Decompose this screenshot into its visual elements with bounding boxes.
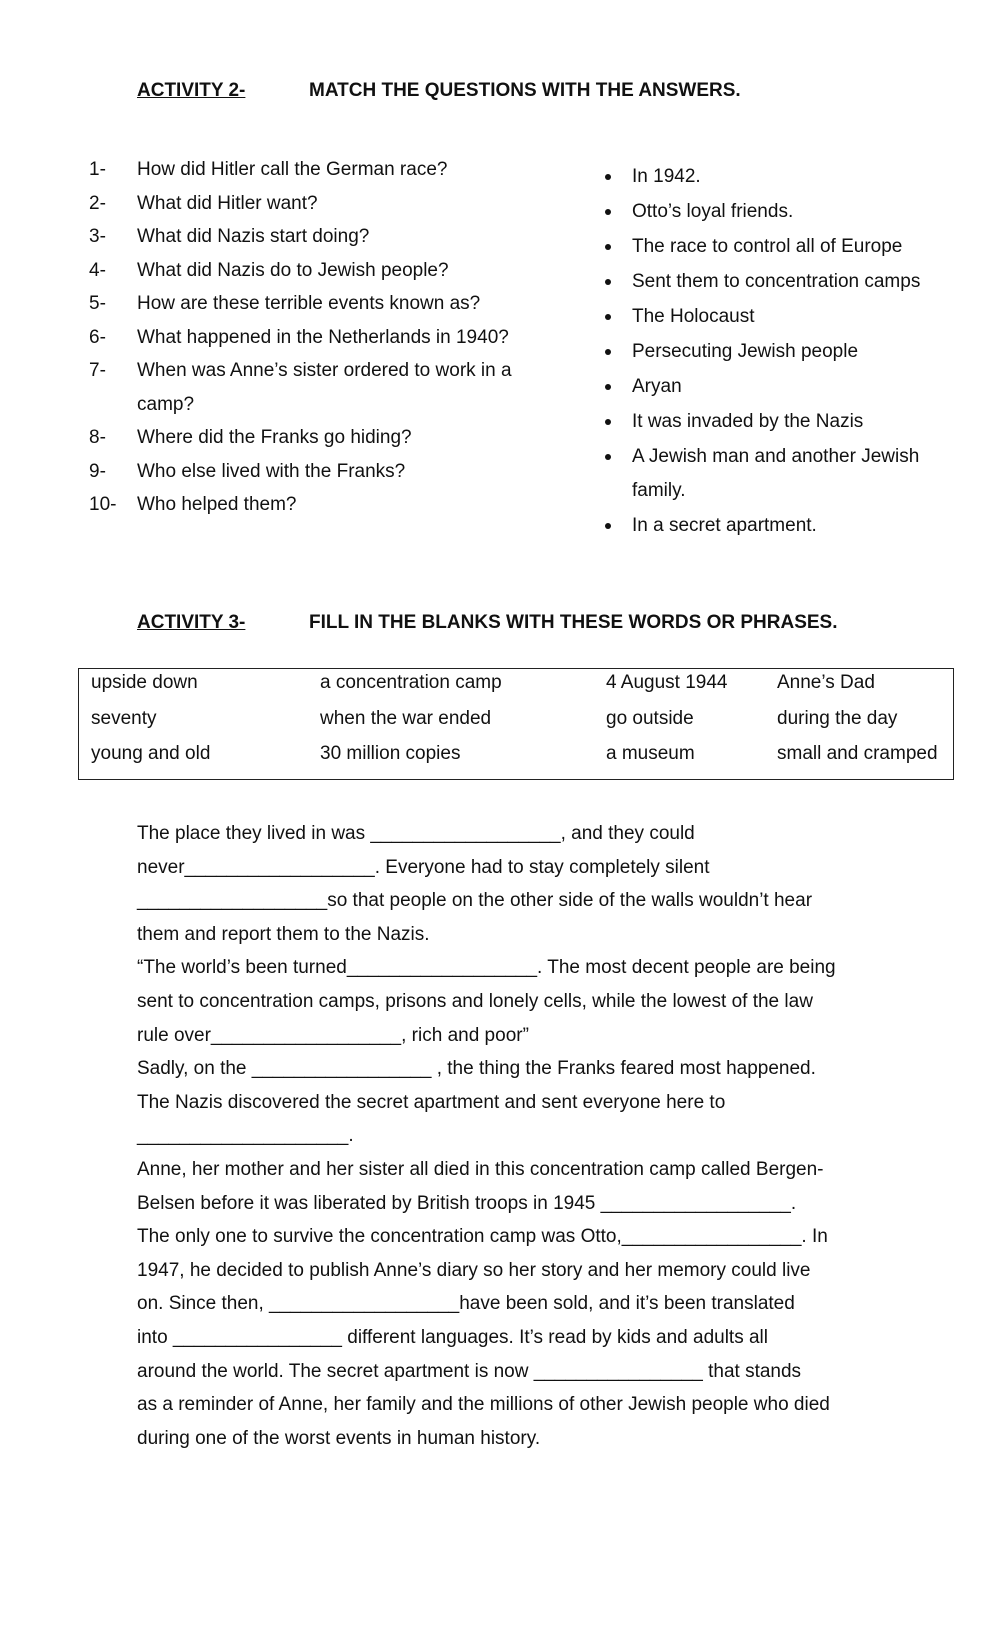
word-bank-item: small and cramped: [777, 743, 938, 764]
question-number: 9-: [89, 460, 106, 482]
questions-list: [89, 153, 549, 522]
question-row: [89, 354, 549, 388]
answer-line: It was invaded by the Nazis: [632, 411, 864, 432]
question-number: 4-: [89, 259, 106, 281]
word-bank-row: [79, 743, 953, 780]
answer-text: [632, 195, 952, 229]
question-text: Who else lived with the Franks?: [137, 460, 406, 482]
passage-line: The only one to survive the concentration camp was Otto,_________________. In: [137, 1226, 828, 1248]
answer-line: Aryan: [632, 376, 682, 397]
question-number: 2-: [89, 192, 106, 214]
answer-text: [632, 160, 952, 194]
word-bank-box: [78, 668, 954, 780]
answer-text: [632, 440, 952, 507]
question-text: What did Hitler want?: [137, 192, 318, 214]
activity-3-heading: [137, 612, 838, 634]
passage-line: on. Since then, __________________have been sold, and it’s been translated: [137, 1293, 795, 1315]
passage-line: Anne, her mother and her sister all died in this concentration camp called Bergen-: [137, 1158, 824, 1180]
question-row: [89, 254, 549, 288]
word-bank-item: upside down: [91, 672, 198, 693]
passage-line: Sadly, on the _________________ , the thing the Franks feared most happened.: [137, 1058, 816, 1080]
answer-line: In a secret apartment.: [632, 514, 817, 536]
answer-item: [602, 509, 952, 543]
answer-item: [602, 230, 952, 264]
passage-line: them and report them to the Nazis.: [137, 923, 430, 945]
question-row: [89, 455, 549, 489]
bullet-icon: [602, 230, 632, 264]
passage-line: never__________________. Everyone had to stay completely silent: [137, 856, 710, 878]
fill-in-passage: [137, 817, 857, 1455]
answer-item: [602, 370, 952, 404]
passage-line: The Nazis discovered the secret apartment and sent everyone here to: [137, 1091, 726, 1113]
bullet-icon: [602, 335, 632, 369]
word-bank-item: during the day: [777, 707, 898, 729]
question-number: 3-: [89, 226, 106, 247]
answer-line: Sent them to concentration camps: [632, 271, 921, 292]
passage-line: Belsen before it was liberated by British troops in 1945 __________________.: [137, 1192, 797, 1214]
question-row: [89, 220, 549, 254]
question-row: [89, 488, 549, 522]
passage-line: 1947, he decided to publish Anne’s diary so her story and her memory could live: [137, 1259, 811, 1281]
answer-text: [632, 405, 952, 439]
passage-line: “The world’s been turned__________________. The most decent people are being: [137, 957, 836, 979]
answer-item: [602, 335, 952, 369]
passage-line: around the world. The secret apartment is now ________________ that stands: [137, 1360, 802, 1382]
answer-line: family.: [632, 479, 686, 501]
question-text: What did Nazis do to Jewish people?: [137, 259, 449, 281]
question-text: Who helped them?: [137, 494, 297, 515]
bullet-icon: [602, 300, 632, 334]
answer-line: Persecuting Jewish people: [632, 341, 859, 362]
question-number: 7-: [89, 360, 106, 381]
activity-2-heading: [137, 80, 741, 102]
question-row: [89, 421, 549, 455]
word-bank-item: when the war ended: [320, 707, 492, 729]
answer-text: [632, 300, 952, 334]
bullet-icon: [602, 440, 632, 507]
word-bank-item: Anne’s Dad: [777, 672, 875, 693]
passage-line: into ________________ different languages. It’s read by kids and adults all: [137, 1326, 768, 1348]
passage-line: during one of the worst events in human history.: [137, 1427, 541, 1449]
word-bank-item: seventy: [91, 707, 157, 729]
question-row: [89, 187, 549, 221]
activity-2-label: ACTIVITY 2-: [137, 80, 246, 101]
word-bank-item: a concentration camp: [320, 672, 502, 693]
question-number: 5-: [89, 293, 106, 314]
bullet-icon: [602, 160, 632, 194]
question-text: camp?: [137, 393, 195, 415]
question-text: How are these terrible events known as?: [137, 293, 481, 314]
answer-text: [632, 509, 952, 543]
word-bank-item: 4 August 1944: [606, 672, 728, 693]
passage-line: rule over__________________, rich and poor”: [137, 1024, 529, 1046]
answer-line: The race to control all of Europe: [632, 236, 903, 257]
question-number: 10-: [89, 494, 117, 515]
passage-line: ____________________.: [137, 1125, 354, 1147]
word-bank-row: [79, 672, 953, 709]
passage-line: __________________so that people on the other side of the walls wouldn’t hear: [137, 890, 813, 912]
answer-text: [632, 265, 952, 299]
question-text: What did Nazis start doing?: [137, 226, 370, 247]
question-number: [89, 388, 137, 422]
word-bank-item: a museum: [606, 743, 695, 764]
answer-text: [632, 335, 952, 369]
question-row: [89, 153, 549, 187]
answer-item: [602, 160, 952, 194]
question-row: [89, 321, 549, 355]
bullet-icon: [602, 405, 632, 439]
bullet-icon: [602, 265, 632, 299]
activity-3-label: ACTIVITY 3-: [137, 612, 246, 633]
question-text: How did Hitler call the German race?: [137, 159, 448, 180]
answers-list: [602, 160, 952, 544]
question-row: [89, 388, 549, 422]
word-bank-row: [79, 708, 953, 745]
answer-text: [632, 230, 952, 264]
passage-line: The place they lived in was __________________, and they could: [137, 823, 695, 844]
answer-item: [602, 440, 952, 507]
answer-line: In 1942.: [632, 166, 701, 187]
word-bank-item: 30 million copies: [320, 743, 461, 764]
word-bank-item: go outside: [606, 707, 694, 729]
question-text: When was Anne’s sister ordered to work in a: [137, 360, 512, 381]
answer-line: The Holocaust: [632, 306, 755, 327]
passage-line: sent to concentration camps, prisons and lonely cells, while the lowest of the law: [137, 990, 813, 1012]
bullet-icon: [602, 509, 632, 543]
activity-2-title: MATCH THE QUESTIONS WITH THE ANSWERS.: [309, 80, 741, 101]
question-number: 1-: [89, 159, 106, 180]
answer-line: A Jewish man and another Jewish: [632, 446, 920, 467]
question-number: 8-: [89, 427, 106, 448]
answer-line: Otto’s loyal friends.: [632, 201, 794, 222]
question-row: [89, 287, 549, 321]
passage-line: as a reminder of Anne, her family and the millions of other Jewish people who died: [137, 1394, 830, 1416]
word-bank-item: young and old: [91, 743, 211, 764]
answer-item: [602, 265, 952, 299]
activity-3-title: FILL IN THE BLANKS WITH THESE WORDS OR PHRASES.: [309, 612, 838, 633]
question-number: 6-: [89, 326, 106, 348]
answer-text: [632, 370, 952, 404]
bullet-icon: [602, 370, 632, 404]
answer-item: [602, 300, 952, 334]
question-text: What happened in the Netherlands in 1940?: [137, 326, 509, 348]
question-text: Where did the Franks go hiding?: [137, 427, 412, 448]
answer-item: [602, 405, 952, 439]
answer-item: [602, 195, 952, 229]
bullet-icon: [602, 195, 632, 229]
